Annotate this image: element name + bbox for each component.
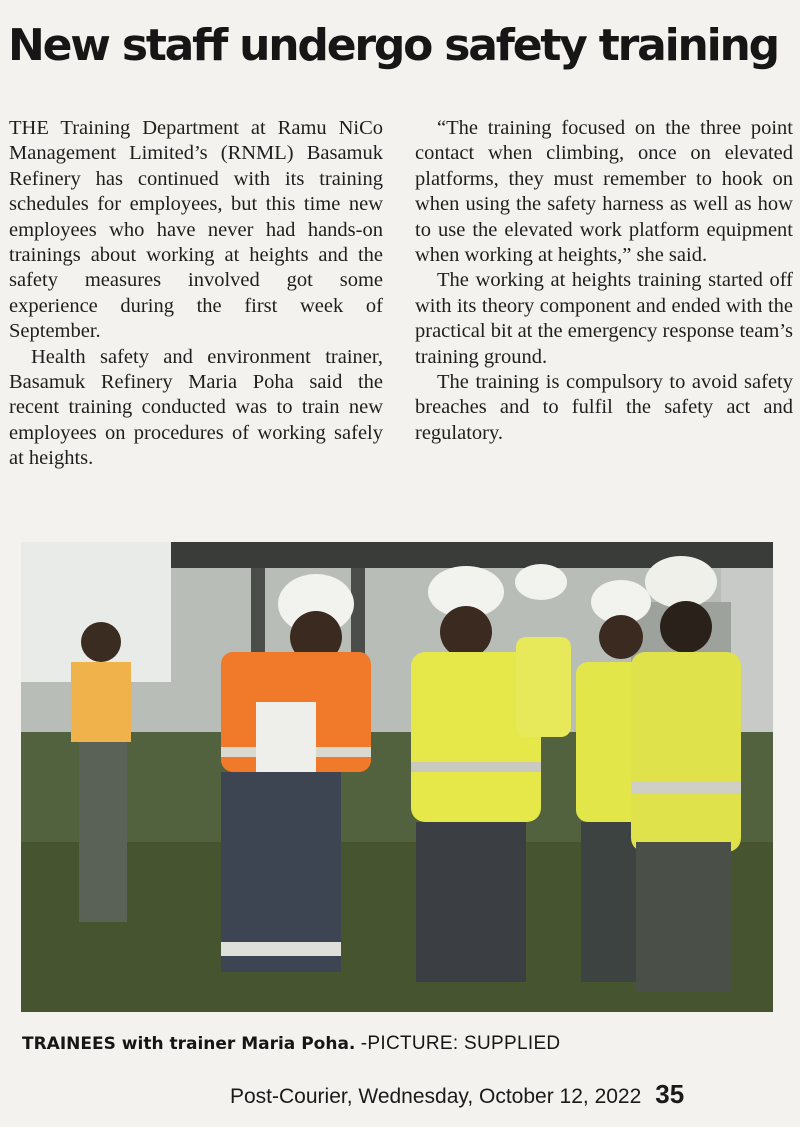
article-paragraph: “The training focused on the three point contact when climbing, once on elevated platforms, they must remember to hook on when using the safety harness as well as how to use the elevated work platform equipment when working at heights,” she said. xyxy=(415,117,793,267)
caption-credit: -PICTURE: SUPPLIED xyxy=(360,1033,561,1054)
publication-date: Post-Courier, Wednesday, October 12, 2022 xyxy=(230,1085,642,1108)
caption-bold: TRAINEES with trainer Maria Poha. xyxy=(22,1034,356,1054)
photo-illustration xyxy=(21,542,773,1012)
article-paragraph: The training is compulsory to avoid safety breaches and to fulfil the safety act and regulatory. xyxy=(415,371,793,444)
article-column-left xyxy=(9,116,383,472)
page-number: 35 xyxy=(655,1079,685,1109)
article-paragraph: Health safety and environment trainer, Basamuk Refinery Maria Poha said the recent training conducted was to train new employees on procedures of working safely at heights. xyxy=(9,345,383,470)
news-photo xyxy=(21,542,773,1012)
article-paragraph: THE Training Department at Ramu NiCo Management Limited’s (RNML) Basamuk Refinery has continued with its training schedules for employees, but this time new employees who have never had hands-on trainings about working at heights and the safety measures involved got some experience during the first week of September. xyxy=(9,117,383,343)
page-footer xyxy=(230,1078,684,1113)
article-column-right xyxy=(415,116,793,446)
headline: New staff undergo safety training xyxy=(8,20,778,71)
article-paragraph: The working at heights training started off with its theory component and ended with the practical bit at the emergency response team’s training ground. xyxy=(415,269,793,368)
photo-caption xyxy=(22,1032,560,1056)
